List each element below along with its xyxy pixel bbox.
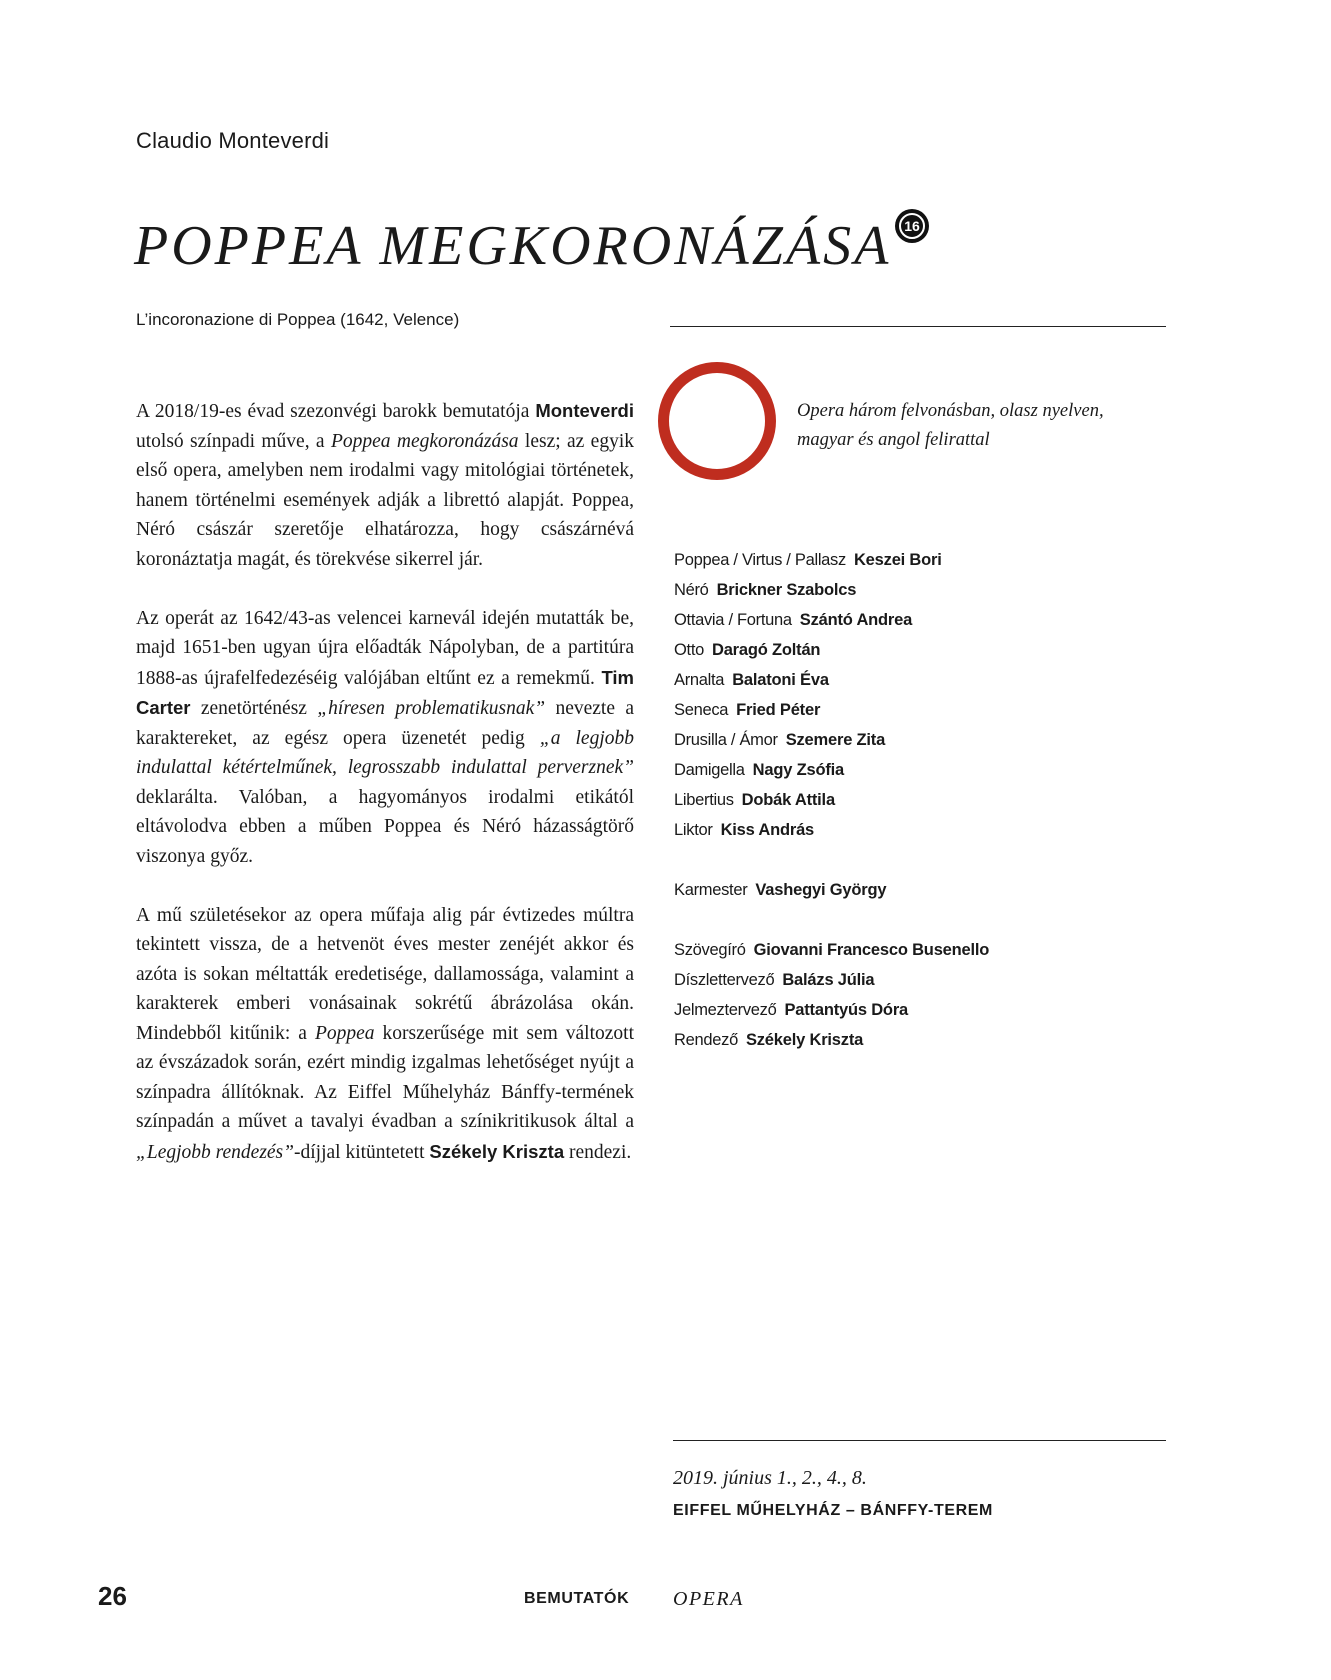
cast-row	[674, 785, 989, 815]
age-rating-icon	[895, 209, 929, 243]
cast-row	[674, 575, 989, 605]
credit-role: Damigella	[674, 761, 745, 779]
page-number: 26	[98, 1581, 127, 1611]
divider-bottom	[673, 1440, 1166, 1441]
credit-role: Díszlettervező	[674, 971, 775, 989]
credit-name: Brickner Szabolcs	[716, 581, 857, 599]
credit-name: Nagy Zsófia	[752, 761, 844, 779]
credit-name: Daragó Zoltán	[711, 641, 821, 659]
cast-row	[674, 545, 989, 575]
credit-name: Dobák Attila	[741, 791, 835, 809]
text-run: -díjjal kitüntetett	[294, 1141, 430, 1163]
cast-row	[674, 725, 989, 755]
cast-row	[674, 695, 989, 725]
text-run: A 2018/19-es évad szezonvégi barokk bemutatója	[136, 401, 536, 422]
bold-name: Tim Carter	[136, 666, 634, 718]
paragraph-1	[136, 396, 634, 574]
credits-spacer	[674, 905, 989, 935]
category-label: OPERA	[673, 1588, 744, 1610]
italic-quote: „Legjobb rendezés”	[136, 1141, 294, 1163]
text-run: A mű születésekor az opera műfaja alig pár évtizedes múltra tekintett vissza, de a hetvenöt éves mester zenéjét akkor és azóta is sokan méltatták eredetisége, dallamossága, valamint a karakterek emberi vonásainak sokrétű ábrázolása okán. Mindebből kitűnik: a	[136, 904, 634, 1044]
cast-row	[674, 755, 989, 785]
credit-role: Drusilla / Ámor	[674, 731, 778, 749]
text-run: deklarálta. Valóban, a hagyományos irodalmi etikától eltávolodva ebben a műben Poppea és Néró házasságtörő viszonya győz.	[136, 786, 634, 867]
creative-row	[674, 935, 989, 965]
page-title: POPPEA MEGKORONÁZÁSA	[134, 215, 892, 277]
credit-role: Ottavia / Fortuna	[674, 611, 792, 629]
credit-name: Vashegyi György	[755, 881, 887, 899]
credit-role: Szövegíró	[674, 941, 746, 959]
credit-name: Szemere Zita	[785, 731, 886, 749]
italic-title: Poppea megkoronázása	[330, 430, 519, 452]
credits-spacer	[674, 845, 989, 875]
cast-row	[674, 815, 989, 845]
credit-role: Arnalta	[674, 671, 725, 689]
credit-name: Székely Kriszta	[745, 1031, 864, 1049]
credit-name: Giovanni Francesco Busenello	[753, 941, 990, 959]
italic-title: Poppea	[314, 1022, 375, 1044]
article-body	[136, 396, 634, 1197]
bold-name: Monteverdi	[535, 400, 634, 421]
credit-name: Fried Péter	[736, 701, 821, 719]
creative-row	[674, 1025, 989, 1055]
credits-list	[674, 545, 989, 1055]
conductor-row	[674, 875, 989, 905]
text-run: lesz; az egyik első opera, amelyben nem irodalmi vagy mitológiai történetek, hanem történelmi események adják a librettó alapját. Poppea, Néró császár szeretője elhatározza, hogy császárnévá koronáztatja magát, és törekvése sikerrel jár.	[136, 430, 634, 570]
age-rating-label: 16	[899, 213, 925, 239]
credit-name: Pattantyús Dóra	[784, 1001, 909, 1019]
credit-role: Liktor	[674, 821, 713, 839]
credit-role: Seneca	[674, 701, 729, 719]
cast-row	[674, 635, 989, 665]
credit-name: Balázs Júlia	[782, 971, 875, 989]
credit-name: Kiss András	[720, 821, 815, 839]
text-run: nevezte a karaktereket, az egész opera üzenetét pedig	[136, 698, 634, 749]
credit-role: Libertius	[674, 791, 734, 809]
cast-row	[674, 605, 989, 635]
credit-role: Néró	[674, 581, 709, 599]
creative-row	[674, 965, 989, 995]
credit-name: Szántó Andrea	[799, 611, 913, 629]
text-run: rendezi.	[564, 1141, 632, 1163]
credit-role: Jelmeztervező	[674, 1001, 777, 1019]
section-label: BEMUTATÓK	[524, 1590, 630, 1607]
bold-name: Székely Kriszta	[429, 1140, 565, 1162]
original-title: L’incoronazione di Poppea (1642, Velence)	[136, 310, 460, 329]
text-run: Az operát az 1642/43-as velencei karnevál idején mutatták be, majd 1651-ben ugyan újra előadták Nápolyban, de a partitúra 1888-as újrafelfedezéséig valójában eltűnt ez a remekmű.	[136, 607, 634, 689]
credit-role: Otto	[674, 641, 704, 659]
language-note: Opera három felvonásban, olasz nyelven, magyar és angol felirattal	[797, 401, 1104, 450]
cast-row	[674, 665, 989, 695]
credit-role: Karmester	[674, 881, 748, 899]
text-run: utolsó színpadi műve, a	[136, 430, 331, 452]
divider-top	[670, 326, 1166, 327]
red-ring-icon	[658, 362, 776, 480]
composer-name: Claudio Monteverdi	[136, 128, 330, 153]
credit-name: Keszei Bori	[853, 551, 942, 569]
text-run: zenetörténész	[190, 698, 318, 719]
venue-name: EIFFEL MŰHELYHÁZ – BÁNFFY-TEREM	[673, 1502, 993, 1519]
credit-name: Balatoni Éva	[732, 671, 829, 689]
creative-row	[674, 995, 989, 1025]
performance-dates: 2019. június 1., 2., 4., 8.	[673, 1467, 867, 1489]
paragraph-2	[136, 604, 634, 872]
italic-quote: „a legjobb indulattal kétértelműnek, legrosszabb indulattal perverznek”	[136, 727, 634, 778]
paragraph-3	[136, 901, 634, 1168]
italic-quote: „híresen problematikusnak”	[317, 698, 546, 719]
text-run: korszerűsége mit sem változott az évszázadok során, ezért mindig izgalmas lehetőséget nyújt a színpadra állítóknak. Az Eiffel Műhelyház Bánffy-termének színpadán a művet a tavalyi évadban a színikritikusok által a	[136, 1022, 635, 1132]
credit-role: Rendező	[674, 1031, 738, 1049]
credit-role: Poppea / Virtus / Pallasz	[674, 551, 846, 569]
